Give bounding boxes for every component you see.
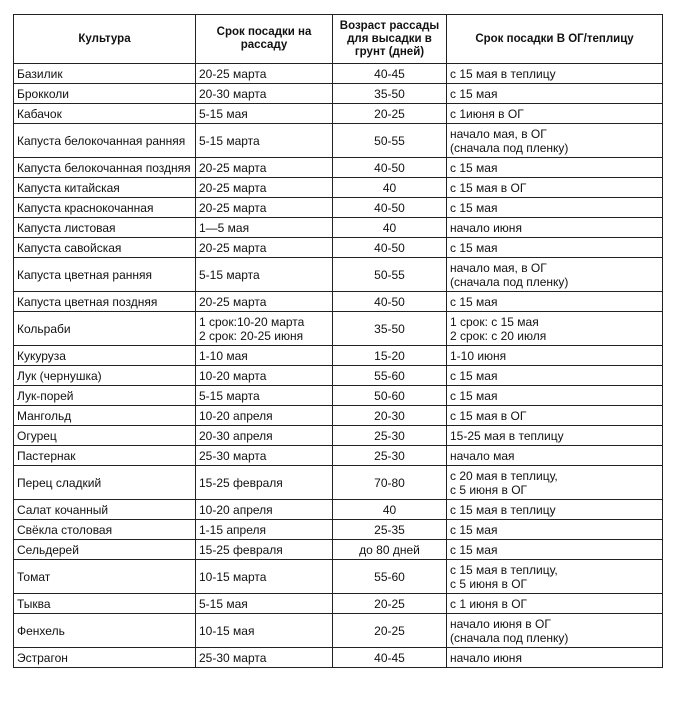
planting-date-cell bbox=[447, 124, 663, 158]
table-row bbox=[14, 292, 663, 312]
seedling-age-cell: 20-25 bbox=[333, 614, 447, 648]
sowing-date-line: 20-25 марта bbox=[199, 66, 267, 81]
planting-date-cell bbox=[447, 238, 663, 258]
sowing-date-cell bbox=[196, 594, 333, 614]
planting-date-line: с 1 июня в ОГ bbox=[450, 596, 528, 611]
planting-date-cell bbox=[447, 292, 663, 312]
planting-date-line: 1-10 июня bbox=[450, 348, 507, 363]
table-row bbox=[14, 500, 663, 520]
planting-date-line: с 15 мая bbox=[450, 294, 498, 309]
planting-date-line: с 15 мая в теплицу, bbox=[450, 562, 558, 577]
header-planting-date: Срок посадки В ОГ/теплицу bbox=[447, 15, 663, 64]
sowing-date-line: 10-15 мая bbox=[199, 623, 255, 638]
planting-date-line: с 15 мая в теплицу bbox=[450, 66, 556, 81]
crop-cell: Кольраби bbox=[14, 312, 196, 346]
sowing-date-line: 20-25 марта bbox=[199, 200, 267, 215]
seedling-age-cell: 40 bbox=[333, 218, 447, 238]
seedling-age-cell: 40 bbox=[333, 178, 447, 198]
sowing-date-cell bbox=[196, 446, 333, 466]
table-body bbox=[14, 64, 663, 668]
planting-date-cell bbox=[447, 64, 663, 84]
seedling-age-cell: 20-25 bbox=[333, 594, 447, 614]
sowing-date-line: 20-30 апреля bbox=[199, 428, 273, 443]
planting-date-cell bbox=[447, 648, 663, 668]
table-row bbox=[14, 426, 663, 446]
seedling-age-cell: 40-50 bbox=[333, 292, 447, 312]
planting-date-line: (сначала под пленку) bbox=[450, 630, 569, 645]
table-row bbox=[14, 84, 663, 104]
sowing-date-line: 10-20 апреля bbox=[199, 408, 273, 423]
table-row bbox=[14, 386, 663, 406]
sowing-date-line: 5-15 мая bbox=[199, 106, 248, 121]
table-row bbox=[14, 540, 663, 560]
seedling-age-cell: 40-50 bbox=[333, 198, 447, 218]
seedling-age-cell: 35-50 bbox=[333, 312, 447, 346]
planting-date-line: (сначала под пленку) bbox=[450, 274, 569, 289]
table-row bbox=[14, 158, 663, 178]
crop-cell: Кукуруза bbox=[14, 346, 196, 366]
sowing-date-cell bbox=[196, 238, 333, 258]
sowing-date-line: 2 срок: 20-25 июня bbox=[199, 328, 304, 343]
sowing-date-cell bbox=[196, 406, 333, 426]
sowing-date-line: 5-15 марта bbox=[199, 133, 260, 148]
crop-cell: Салат кочанный bbox=[14, 500, 196, 520]
crop-cell: Пастернак bbox=[14, 446, 196, 466]
crop-cell: Огурец bbox=[14, 426, 196, 446]
sowing-date-cell bbox=[196, 520, 333, 540]
crop-cell: Капуста савойская bbox=[14, 238, 196, 258]
seedling-age-cell: 50-55 bbox=[333, 124, 447, 158]
sowing-date-line: 5-15 марта bbox=[199, 388, 260, 403]
sowing-date-line: 10-20 марта bbox=[199, 368, 267, 383]
crop-cell: Тыква bbox=[14, 594, 196, 614]
table-row bbox=[14, 366, 663, 386]
crop-cell: Томат bbox=[14, 560, 196, 594]
planting-date-cell bbox=[447, 312, 663, 346]
planting-date-line: начало июня bbox=[450, 220, 522, 235]
sowing-date-line: 25-30 марта bbox=[199, 650, 267, 665]
sowing-date-cell bbox=[196, 258, 333, 292]
sowing-date-cell bbox=[196, 540, 333, 560]
planting-date-cell bbox=[447, 386, 663, 406]
table-row bbox=[14, 218, 663, 238]
planting-date-line: с 15 мая bbox=[450, 368, 498, 383]
planting-date-line: начало июня bbox=[450, 650, 522, 665]
seedling-age-cell: 35-50 bbox=[333, 84, 447, 104]
crop-cell: Брокколи bbox=[14, 84, 196, 104]
planting-date-line: с 5 июня в ОГ bbox=[450, 576, 528, 591]
planting-date-line: с 15 мая bbox=[450, 388, 498, 403]
header-sowing-date: Срок посадки на рассаду bbox=[196, 15, 333, 64]
seedling-age-cell: 50-55 bbox=[333, 258, 447, 292]
planting-date-cell bbox=[447, 218, 663, 238]
crop-cell: Базилик bbox=[14, 64, 196, 84]
seedling-age-cell: 20-30 bbox=[333, 406, 447, 426]
planting-date-line: с 1июня в ОГ bbox=[450, 106, 524, 121]
sowing-date-cell bbox=[196, 124, 333, 158]
sowing-date-cell bbox=[196, 426, 333, 446]
table-row bbox=[14, 346, 663, 366]
crop-cell: Капуста цветная поздняя bbox=[14, 292, 196, 312]
planting-date-cell bbox=[447, 466, 663, 500]
table-row bbox=[14, 198, 663, 218]
sowing-date-cell bbox=[196, 64, 333, 84]
planting-date-cell bbox=[447, 158, 663, 178]
planting-date-cell bbox=[447, 104, 663, 124]
sowing-date-line: 20-25 марта bbox=[199, 160, 267, 175]
planting-date-cell bbox=[447, 426, 663, 446]
sowing-date-cell bbox=[196, 648, 333, 668]
sowing-date-cell bbox=[196, 366, 333, 386]
seedling-age-cell: 20-25 bbox=[333, 104, 447, 124]
table-row bbox=[14, 406, 663, 426]
crop-cell: Капуста цветная ранняя bbox=[14, 258, 196, 292]
sowing-date-line: 20-25 марта bbox=[199, 240, 267, 255]
seedling-age-cell: 15-20 bbox=[333, 346, 447, 366]
planting-date-cell bbox=[447, 614, 663, 648]
crop-cell: Мангольд bbox=[14, 406, 196, 426]
table-row bbox=[14, 104, 663, 124]
seedling-age-cell: 40-45 bbox=[333, 648, 447, 668]
sowing-date-line: 20-30 марта bbox=[199, 86, 267, 101]
planting-date-line: с 15 мая bbox=[450, 200, 498, 215]
crop-cell: Капуста белокочанная поздняя bbox=[14, 158, 196, 178]
planting-date-cell bbox=[447, 540, 663, 560]
table-row bbox=[14, 124, 663, 158]
seedling-age-cell: 25-30 bbox=[333, 446, 447, 466]
seedling-age-cell: 40-50 bbox=[333, 158, 447, 178]
planting-date-line: 2 срок: с 20 июля bbox=[450, 328, 547, 343]
planting-date-cell bbox=[447, 178, 663, 198]
table-row bbox=[14, 466, 663, 500]
sowing-date-line: 10-15 марта bbox=[199, 569, 267, 584]
seedling-age-cell: 40-50 bbox=[333, 238, 447, 258]
sowing-date-cell bbox=[196, 104, 333, 124]
planting-date-cell bbox=[447, 346, 663, 366]
sowing-date-cell bbox=[196, 84, 333, 104]
seedling-age-cell: до 80 дней bbox=[333, 540, 447, 560]
planting-date-line: 15-25 мая в теплицу bbox=[450, 428, 564, 443]
sowing-date-cell bbox=[196, 466, 333, 500]
table-row bbox=[14, 64, 663, 84]
sowing-date-cell bbox=[196, 292, 333, 312]
table-row bbox=[14, 178, 663, 198]
sowing-date-cell bbox=[196, 218, 333, 238]
seedling-age-cell: 55-60 bbox=[333, 366, 447, 386]
planting-date-line: с 15 мая bbox=[450, 522, 498, 537]
sowing-date-line: 1-10 мая bbox=[199, 348, 248, 363]
planting-date-line: начало мая bbox=[450, 448, 515, 463]
seedling-age-cell: 70-80 bbox=[333, 466, 447, 500]
crop-cell: Капуста белокочанная ранняя bbox=[14, 124, 196, 158]
crop-cell: Капуста листовая bbox=[14, 218, 196, 238]
sowing-date-cell bbox=[196, 178, 333, 198]
planting-date-line: 1 срок: с 15 мая bbox=[450, 314, 539, 329]
planting-date-line: с 15 мая bbox=[450, 240, 498, 255]
table-row bbox=[14, 312, 663, 346]
planting-date-cell bbox=[447, 406, 663, 426]
table-row bbox=[14, 594, 663, 614]
sowing-date-cell bbox=[196, 198, 333, 218]
planting-date-line: (сначала под пленку) bbox=[450, 140, 569, 155]
planting-date-line: с 20 мая в теплицу, bbox=[450, 468, 558, 483]
table-row bbox=[14, 258, 663, 292]
sowing-date-line: 20-25 марта bbox=[199, 294, 267, 309]
seedling-age-cell: 25-35 bbox=[333, 520, 447, 540]
planting-date-line: с 5 июня в ОГ bbox=[450, 482, 528, 497]
crop-cell: Лук-порей bbox=[14, 386, 196, 406]
table-header-row bbox=[14, 15, 663, 64]
sowing-date-cell bbox=[196, 346, 333, 366]
sowing-date-line: 15-25 февраля bbox=[199, 542, 283, 557]
table-row bbox=[14, 238, 663, 258]
planting-date-line: с 15 мая в теплицу bbox=[450, 502, 556, 517]
seedling-age-cell: 40-45 bbox=[333, 64, 447, 84]
sowing-date-line: 5-15 мая bbox=[199, 596, 248, 611]
sowing-date-cell bbox=[196, 158, 333, 178]
table-row bbox=[14, 560, 663, 594]
table-row bbox=[14, 614, 663, 648]
header-crop: Культура bbox=[14, 15, 196, 64]
crop-cell: Лук (чернушка) bbox=[14, 366, 196, 386]
crop-cell: Фенхель bbox=[14, 614, 196, 648]
planting-date-cell bbox=[447, 594, 663, 614]
planting-date-line: с 15 мая bbox=[450, 86, 498, 101]
sowing-date-line: 25-30 марта bbox=[199, 448, 267, 463]
sowing-date-cell bbox=[196, 500, 333, 520]
crop-cell: Свёкла столовая bbox=[14, 520, 196, 540]
sowing-date-cell bbox=[196, 312, 333, 346]
planting-table bbox=[13, 14, 663, 668]
sowing-date-cell bbox=[196, 614, 333, 648]
seedling-age-cell: 40 bbox=[333, 500, 447, 520]
sowing-date-line: 20-25 марта bbox=[199, 180, 267, 195]
seedling-age-cell: 25-30 bbox=[333, 426, 447, 446]
sowing-date-line: 10-20 апреля bbox=[199, 502, 273, 517]
crop-cell: Кабачок bbox=[14, 104, 196, 124]
planting-date-cell bbox=[447, 446, 663, 466]
planting-date-line: с 15 мая в ОГ bbox=[450, 180, 527, 195]
header-seedling-age: Возраст рассады для высадки в грунт (дней) bbox=[333, 15, 447, 64]
planting-date-cell bbox=[447, 560, 663, 594]
table-row bbox=[14, 446, 663, 466]
planting-date-line: с 15 мая в ОГ bbox=[450, 408, 527, 423]
crop-cell: Сельдерей bbox=[14, 540, 196, 560]
planting-date-line: с 15 мая bbox=[450, 160, 498, 175]
table-row bbox=[14, 648, 663, 668]
sowing-date-line: 1-15 апреля bbox=[199, 522, 266, 537]
planting-date-cell bbox=[447, 366, 663, 386]
table-row bbox=[14, 520, 663, 540]
planting-date-line: с 15 мая bbox=[450, 542, 498, 557]
crop-cell: Капуста краснокочанная bbox=[14, 198, 196, 218]
sowing-date-line: 1 срок:10-20 марта bbox=[199, 314, 305, 329]
planting-date-cell bbox=[447, 198, 663, 218]
planting-date-line: начало июня в ОГ bbox=[450, 616, 551, 631]
planting-date-cell bbox=[447, 258, 663, 292]
sowing-date-line: 5-15 марта bbox=[199, 267, 260, 282]
sowing-date-line: 1—5 мая bbox=[199, 220, 250, 235]
crop-cell: Капуста китайская bbox=[14, 178, 196, 198]
sowing-date-cell bbox=[196, 386, 333, 406]
planting-date-cell bbox=[447, 520, 663, 540]
crop-cell: Перец сладкий bbox=[14, 466, 196, 500]
planting-date-cell bbox=[447, 84, 663, 104]
planting-date-cell bbox=[447, 500, 663, 520]
planting-date-line: начало мая, в ОГ bbox=[450, 126, 547, 141]
seedling-age-cell: 55-60 bbox=[333, 560, 447, 594]
planting-date-line: начало мая, в ОГ bbox=[450, 260, 547, 275]
seedling-age-cell: 50-60 bbox=[333, 386, 447, 406]
crop-cell: Эстрагон bbox=[14, 648, 196, 668]
sowing-date-line: 15-25 февраля bbox=[199, 475, 283, 490]
sowing-date-cell bbox=[196, 560, 333, 594]
